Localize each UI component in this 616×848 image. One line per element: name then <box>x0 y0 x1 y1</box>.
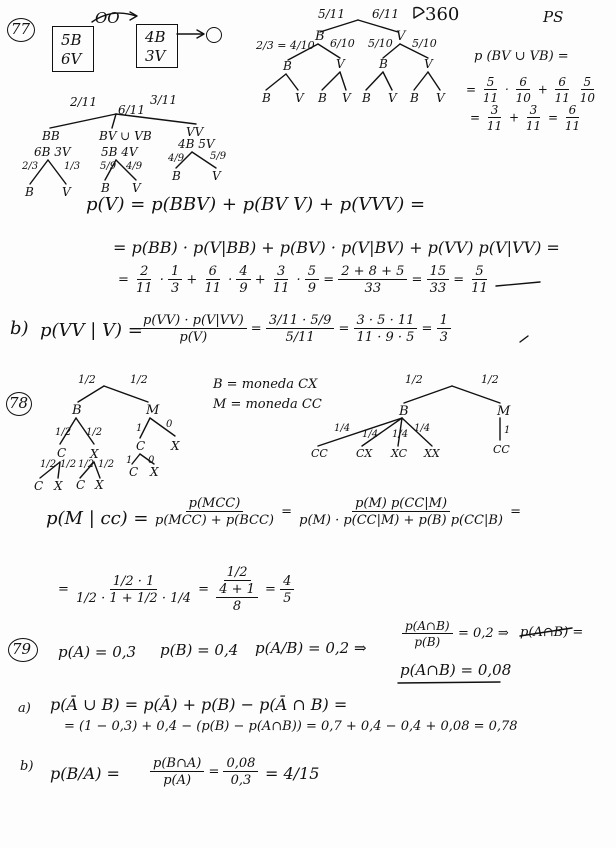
problem-77-number: 77 <box>11 20 31 38</box>
transfer-arrowhead <box>130 12 137 20</box>
tree2-leaf-1: B <box>25 185 34 199</box>
problem-78-number: 78 <box>9 394 29 412</box>
given-pa: p(A) = 0,3 <box>58 643 137 661</box>
strike-mark <box>520 628 572 636</box>
t78r-top-1: 1/2 <box>405 373 423 386</box>
p77-eq3: = $\frac{2}{11}$ · $\frac{1}{3}$ + $\frac{6}{11}$ · $\frac{4}{9}$ + $\frac{3}{11}$ · $\frac{5}{9}$ = $\frac{2 + 8 + 5}{33}$ = $\frac{15}{33}$ = $\frac{5}{11}$ <box>118 264 488 296</box>
p78-eq1-lhs: p(M | cc) = <box>46 508 149 529</box>
t78l-sub-branch-6: 0 <box>148 455 155 466</box>
tree2-leaf-6: V <box>212 169 221 183</box>
tree1-branch-v2: 5/10 <box>412 37 437 50</box>
p77-b-label: b) <box>10 318 29 339</box>
ps-label: PS <box>543 8 564 26</box>
t78l-m-branch-2: 0 <box>166 419 173 430</box>
t78l-edge <box>40 459 60 478</box>
tree2-node1-label: BB <box>42 129 60 143</box>
t78l-edge <box>104 386 148 402</box>
t78l-edge <box>132 454 140 464</box>
t78l-edge <box>140 454 154 464</box>
tree1-leaf-3: B <box>318 91 327 105</box>
tree2-node2-right: 4/9 <box>126 161 143 172</box>
transfer-arrow <box>92 13 136 22</box>
ratio-frac: $\frac{p(A\cap B)}{p(B)}$ <box>402 620 453 648</box>
tree1-leaf-8: V <box>436 91 445 105</box>
prob-line-2: = $\frac{3}{11}$ + $\frac{3}{11}$ = $\frac{6}{11}$ <box>470 103 581 133</box>
t78l-top-1: 1/2 <box>78 373 96 386</box>
tree2-edge <box>116 114 196 124</box>
given-pb: p(B) = 0,4 <box>160 641 239 659</box>
tree1-branch-mid: 6/10 <box>330 37 355 50</box>
t78l-sub-branch-2: 1/2 <box>60 459 77 470</box>
tree2-edge <box>112 114 116 128</box>
tree1-sub-2: V <box>336 57 345 71</box>
tree1-leaf-6: V <box>388 91 397 105</box>
tree1-leaf-4: V <box>342 91 351 105</box>
t78l-leaf-4: X <box>95 478 104 492</box>
t78l-b-branch-1: 1/2 <box>55 427 72 438</box>
tree2-node3-right: 5/9 <box>210 151 227 162</box>
tree1-leaf-5: B <box>362 91 371 105</box>
a-eq2: = (1 − 0,3) + 0,4 − (p(B) − p(A∩B)) = 0,7 + 0,4 − 0,4 + 0,08 = 0,78 <box>64 719 518 734</box>
tree2-top-2: 6/11 <box>118 103 145 117</box>
t78l-m-branch-1: 1 <box>136 423 143 434</box>
tree2-edge <box>48 160 66 184</box>
tree1-edge <box>318 44 340 58</box>
tree2-node2-label: BV ∪ VB <box>99 129 152 143</box>
prob-bv-vb: p (BV ∪ VB) = <box>474 49 569 64</box>
t78r-leaf-5: CC <box>493 443 510 456</box>
crossed-expression: p(A∩B) = <box>520 625 584 640</box>
t78r-edge <box>398 418 402 446</box>
t78l-sub-4: X <box>171 439 180 453</box>
p77-eq1: p(V) = p(BBV) + p(BV V) + p(VVV) = <box>86 194 426 215</box>
urn-1-v: 6V <box>61 50 82 68</box>
tick-mark <box>520 336 528 342</box>
transfer-balls: OO <box>95 9 120 27</box>
t78r-top-2: 1/2 <box>481 373 499 386</box>
t78r-leaf-3: XC <box>391 447 408 460</box>
t78l-mid-m: M <box>146 403 160 418</box>
tree2-node1-right: 1/3 <box>64 161 81 172</box>
p78-eq2: = $\frac{1/2 \cdot 1}{1/2 \cdot 1 + 1/2 \cdot 1/4}$ = $\frac{1/2}{\frac{4 + 1}{8}}$ = $\frac{4}{5}$ <box>58 566 294 613</box>
t78l-sub-branch-5: 1 <box>126 455 133 466</box>
tree2-node3-left: 4/9 <box>168 153 185 164</box>
b-result: = 4/15 <box>265 764 320 783</box>
page-marker-scribble <box>414 8 424 19</box>
tree2-edge <box>192 152 216 168</box>
t78l-edge <box>76 418 94 444</box>
t78l-edge <box>60 418 76 444</box>
tree2-edge <box>30 160 48 184</box>
tree2-leaf-4: V <box>132 181 141 195</box>
tree1-sub-1: B <box>283 59 292 73</box>
tree2-top-3: 3/11 <box>150 93 177 107</box>
tree2-edge <box>50 114 116 128</box>
t78l-sub-branch-1: 1/2 <box>40 459 57 470</box>
tree1-edge <box>286 74 298 90</box>
a-eq1: p(Ā ∪ B) = p(Ā) + p(B) − p(Ā ∩ B) = <box>50 695 348 714</box>
t78r-mid-m: M <box>497 404 511 419</box>
t78l-sub-branch-3: 1/2 <box>78 459 95 470</box>
tree2-leaf-3: B <box>101 181 110 195</box>
legend-m: M = moneda CC <box>213 397 322 412</box>
result-underline <box>398 682 500 683</box>
t78l-sub-branch-4: 1/2 <box>98 459 115 470</box>
t78l-sub-3: C <box>136 439 146 453</box>
t78r-leaf-4: XX <box>424 447 440 460</box>
urn-2-b: 4B <box>145 28 166 46</box>
t78r-mid-b: B <box>399 404 409 419</box>
t78r-edge <box>362 418 402 446</box>
tree1-branch-left: 2/3 = 4/10 <box>256 39 315 52</box>
t78l-leaf-6: X <box>150 465 159 479</box>
p77-eq2: = p(BB) · p(V|BB) + p(BV) · p(V|BV) + p(VV) p(V|VV) = <box>113 238 560 257</box>
t78l-edge <box>58 462 60 478</box>
tree2-leaf-2: V <box>62 185 71 199</box>
t78l-leaf-5: C <box>129 465 139 479</box>
t78r-edge <box>404 386 452 403</box>
t78r-b-branch-1: 1/4 <box>334 423 351 434</box>
t78l-leaf-3: C <box>76 478 86 492</box>
tree1-sub-4: V <box>424 57 433 71</box>
tree2-node1-comp: 6B 3V <box>34 145 71 159</box>
tree1-mid-v: V <box>396 29 406 44</box>
b-rhs: $\frac{p(B\cap A)}{p(A)}$ = $\frac{0,08}{0,3}$ <box>150 757 258 787</box>
tree1-leaf-2: V <box>295 91 304 105</box>
t78r-edge <box>452 386 500 403</box>
tree1-edge <box>383 72 392 90</box>
b-label: b) <box>20 759 34 774</box>
p77-b-lhs: p(VV | V) = <box>40 320 143 341</box>
tree1-branch-v1: 5/10 <box>368 37 393 50</box>
t78l-edge <box>150 418 175 436</box>
t78l-leaf-2: X <box>54 479 63 493</box>
urn-1-b: 5B <box>61 31 82 49</box>
tree2-node1-left: 2/3 <box>22 161 39 172</box>
t78l-b-branch-2: 1/2 <box>86 427 103 438</box>
t78r-b-branch-4: 1/4 <box>414 423 431 434</box>
tree2-node2-comp: 5B 4V <box>101 145 138 159</box>
p77-b-rhs: $\frac{p(VV) \cdot p(V|VV)}{p(V)}$ = $\frac{3/11 \cdot 5/9}{5/11}$ = $\frac{3 \cdot 5 \cdot 11}{11 \cdot 9 \cdot 5}$ = $\frac{1}{3}$ <box>140 314 451 344</box>
t78r-leaf-2: CX <box>356 447 373 460</box>
tree1-mid-b: B <box>315 29 325 44</box>
tree2-edge <box>176 152 192 168</box>
t78l-top-2: 1/2 <box>130 373 148 386</box>
strike-mark <box>496 282 540 286</box>
tree1-edge <box>320 20 358 32</box>
tree2-top-1: 2/11 <box>70 95 97 109</box>
tree1-edge <box>340 72 346 90</box>
t78r-m-branch: 1 <box>504 425 511 436</box>
tree2-edge <box>116 160 136 180</box>
tree1-edge <box>428 72 440 90</box>
tree1-edge <box>358 20 398 32</box>
legend-b: B = moneda CX <box>213 377 318 392</box>
boxed-result: p(A∩B) = 0,08 <box>400 661 512 679</box>
tree1-edge <box>400 44 428 58</box>
t78l-sub-1: C <box>57 446 67 460</box>
ratio-tail: = 0,2 ⇒ <box>458 626 509 641</box>
tree1-edge <box>366 72 383 90</box>
tree1-edge <box>288 44 318 60</box>
tree2-node3-label: VV <box>186 125 204 139</box>
tree1-edge <box>322 72 340 90</box>
t78l-edge <box>140 418 150 438</box>
tree1-sub-3: B <box>379 57 388 71</box>
t78r-edge <box>318 418 402 446</box>
prob-line-1: = $\frac{5}{11}$ · $\frac{6}{10}$ + $\frac{6}{11}$ $\frac{5}{10}$ <box>466 75 595 105</box>
t78l-edge <box>78 386 104 402</box>
tree1-top-left: 5/11 <box>318 7 345 21</box>
t78r-b-branch-2: 1/4 <box>362 429 379 440</box>
t78l-sub-2: X <box>90 447 99 461</box>
problem-79-number: 79 <box>12 640 32 658</box>
tree1-leaf-1: B <box>262 91 271 105</box>
t78l-leaf-1: C <box>34 479 44 493</box>
a-label: a) <box>18 701 31 716</box>
b-lhs: p(B/A) = <box>50 764 120 783</box>
t78l-edge <box>78 459 95 478</box>
tree2-leaf-5: B <box>172 169 181 183</box>
t78r-b-branch-3: 1/4 <box>392 429 409 440</box>
tree2-node2-left: 5/9 <box>100 161 117 172</box>
given-pab: p(A/B) = 0,2 ⇒ <box>255 639 367 657</box>
t78l-edge <box>94 462 100 478</box>
t78l-mid-b: B <box>72 403 82 418</box>
page-number: 360 <box>425 4 460 25</box>
tree1-edge <box>383 44 400 58</box>
tree2-edge <box>105 160 116 180</box>
t78r-leaf-1: CC <box>311 447 328 460</box>
tree1-leaf-7: B <box>410 91 419 105</box>
tree1-edge <box>414 72 428 90</box>
p78-eq1-rhs: $\frac{\text{p(MCC)}}{\text{p(MCC) + p(BCC)}}$ = $\frac{p(M) p(CC|M)}{p(M) \cdot p(CC|M) + p(B) p(CC|B)}$ = <box>155 496 522 528</box>
tree1-top-right: 6/11 <box>372 7 399 21</box>
tree2-node3-comp: 4B 5V <box>178 137 215 151</box>
t78r-edge <box>402 418 432 446</box>
tree1-edge <box>266 74 286 90</box>
urn-2-v: 3V <box>145 47 166 65</box>
